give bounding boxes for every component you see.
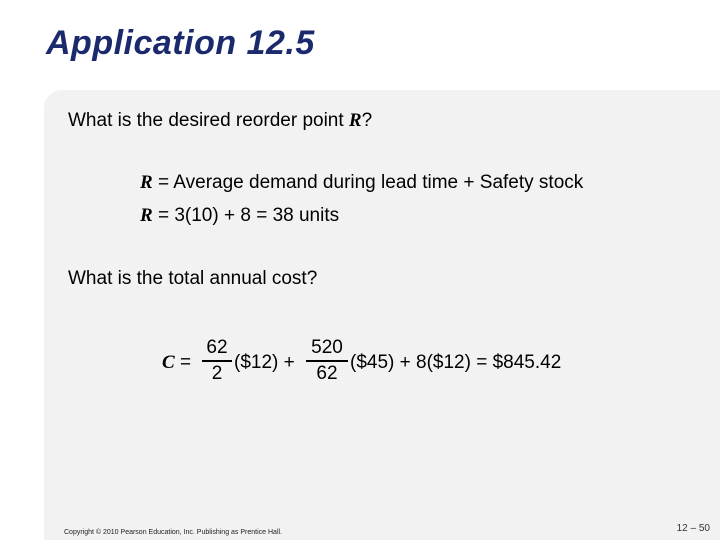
- ordering-and-safety-cost-term: ($45) + 8($12) = $845.42: [350, 352, 562, 373]
- reorder-point-calculation-text: = 3(10) + 8 = 38 units: [152, 205, 340, 226]
- reorder-point-definition: [140, 172, 583, 194]
- reorder-point-definition-var: R: [140, 172, 153, 193]
- fraction1-numerator: 62: [206, 337, 228, 358]
- question-reorder-point-text: What is the desired reorder point: [68, 110, 349, 131]
- fraction2-denominator: 62: [316, 363, 338, 384]
- copyright-footer: Copyright © 2010 Pearson Education, Inc. Publishing as Prentice Hall.: [64, 529, 283, 536]
- cost-var: C: [162, 352, 175, 373]
- content-panel: [44, 90, 720, 540]
- fraction-orders-per-year: [306, 338, 348, 384]
- cost-equals: =: [174, 352, 192, 373]
- question-reorder-point-end: ?: [361, 110, 373, 131]
- fraction1-denominator: 2: [211, 363, 223, 384]
- question-total-cost: What is the total annual cost?: [68, 268, 318, 289]
- cost-variable: [162, 352, 191, 374]
- question-reorder-point-var: R: [348, 110, 362, 131]
- reorder-point-definition-text: = Average demand during lead time + Safety stock: [152, 172, 584, 193]
- reorder-point-calculation: [140, 205, 339, 227]
- holding-cost-term: ($12) +: [234, 352, 295, 373]
- fraction2-bar: [306, 360, 348, 362]
- fraction2-numerator: 520: [311, 337, 343, 358]
- slide-title: Application 12.5: [46, 24, 315, 62]
- fraction-order-quantity-half: [202, 338, 232, 384]
- question-reorder-point: [68, 110, 372, 132]
- fraction1-bar: [202, 360, 232, 362]
- title-band: [0, 0, 720, 90]
- reorder-point-calculation-var: R: [140, 205, 153, 226]
- slide-number: 12 – 50: [676, 523, 710, 534]
- total-cost-formula: [162, 336, 602, 388]
